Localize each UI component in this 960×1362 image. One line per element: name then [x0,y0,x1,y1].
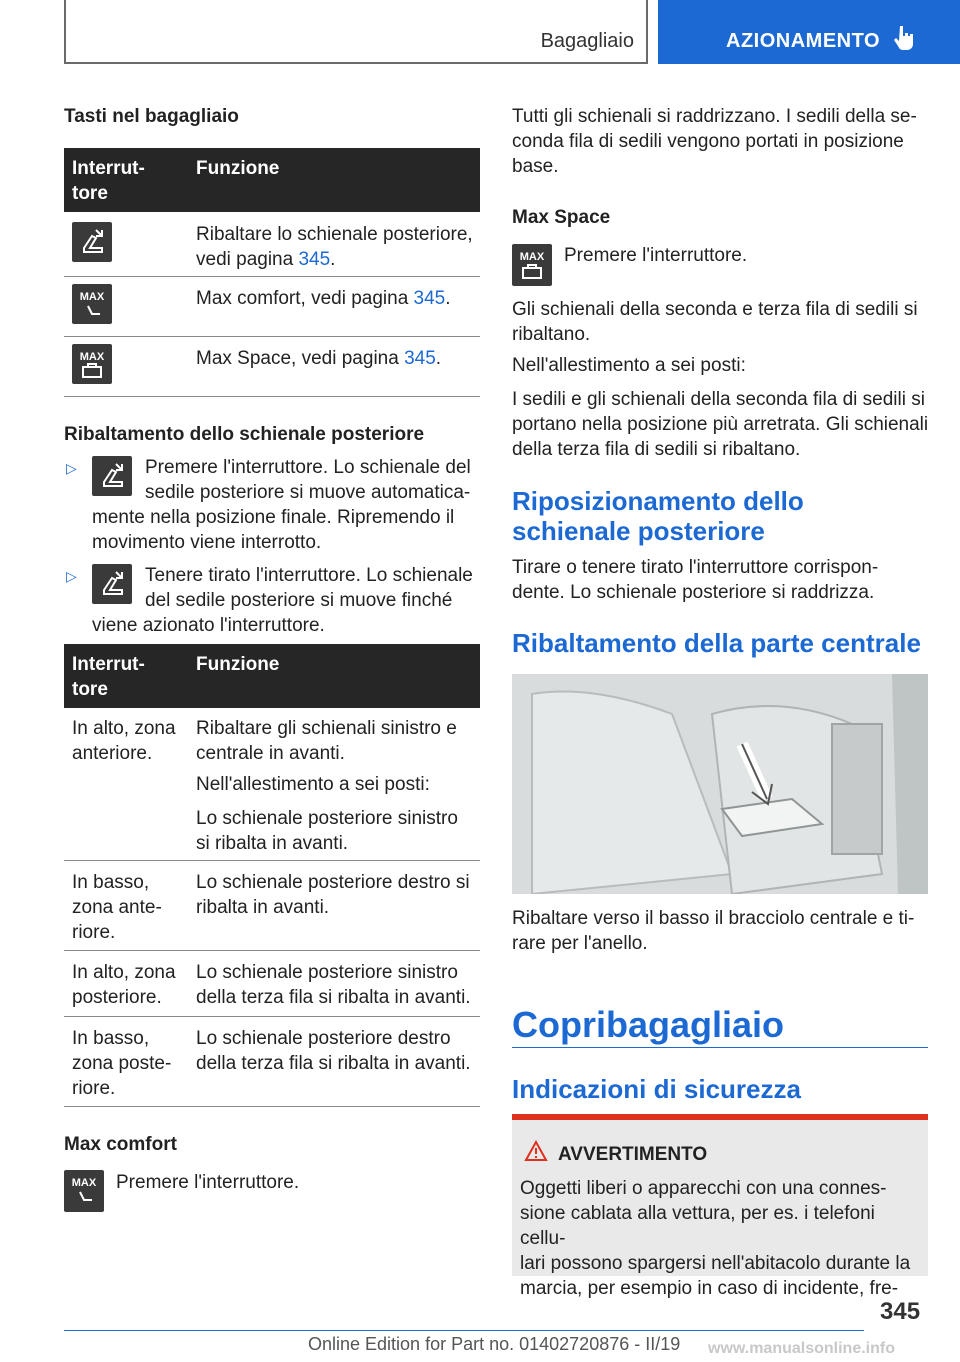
max-space-icon [72,344,112,384]
bullet1-line3: mente nella posizione finale. Ripremendo il [92,507,455,528]
table2-header [64,644,480,708]
table1-col1: Interrut- tore [72,158,145,204]
svg-text:MAX: MAX [79,291,105,303]
table-row [64,1016,480,1107]
hand-pointer-icon [894,24,916,55]
table1-row2-text: Max comfort, vedi pagina 345. [196,288,451,309]
page-link[interactable]: 345 [404,348,436,369]
reset-text: Tirare o tenere tirato l'interruttore corrispon- dente. Lo schienale posteriore si raddrizza. [512,557,879,603]
header-chapter [658,0,960,64]
heading-safety: Indicazioni di sicurezza [512,1074,801,1104]
seat-fold-icon [92,564,132,604]
table2-row2-c1: In basso, zona ante- riore. [72,872,162,943]
table1-title: Tasti nel bagagliaio [64,106,239,127]
heading-cover: Copribagagliaio [512,1004,785,1045]
footer-rule [64,1330,864,1331]
table2-row2-c2: Lo schienale posteriore destro si ribalta in avanti. [196,872,470,918]
table1-row1-text: Ribaltare lo schienale posteriore, vedi pagina 345. [196,224,473,270]
table-row [64,336,480,397]
table1-row3-text: Max Space, vedi pagina 345. [196,348,442,369]
bullet1-line2: sedile posteriore si muove automatica- [145,482,471,503]
table1-header [64,148,480,212]
seat-fold-icon [72,222,112,262]
right-para3: I sedili e gli schienali della seconda fila di sedili si portano nella posizione più arretrata. Gli schienali della terza fila di sedili si ribaltano. [512,389,929,460]
section-fold-title: Ribaltamento dello schienale posteriore [64,424,425,445]
seat-fold-icon [92,456,132,496]
table2-row1-c2b: Nell'allestimento a sei posti: [196,774,430,795]
maxspace-text: Premere l'interruttore. [564,245,748,266]
maxspace-title: Max Space [512,207,611,228]
max-space-icon [512,244,552,286]
heading-center: Ribaltamento della parte centrale [512,628,921,658]
table2-row1-c2c: Lo schienale posteriore sinistro si ribalta in avanti. [196,808,458,854]
page-number: 345 [880,1298,921,1325]
bullet1-line4: movimento viene interrotto. [92,532,322,553]
table2-row1-c2: Ribaltare gli schienali sinistro e centrale in avanti. [196,718,457,764]
maxcomfort-text: Premere l'interruttore. [116,1172,300,1193]
bullet-marker: ▷ [66,568,77,584]
warning-text: Oggetti liberi o apparecchi con una connes- sione cablata alla vettura, per es. i telefoni cellu- lari possono spargersi nell'abitacolo durante la marcia, per esempio in caso di incidente, fre- [520,1178,911,1299]
armrest-photo [512,674,928,894]
heading-reset: Riposizionamento dello schienale posteriore [512,486,804,546]
page-link[interactable]: 345 [298,249,331,270]
table-row [64,276,480,337]
right-para2: Nell'allestimento a sei posti: [512,355,746,376]
table2-col1: Interrut- tore [72,654,145,700]
table1-col2: Funzione [196,158,280,179]
table2-row3-c2: Lo schienale posteriore sinistro della terza fila si ribalta in avanti. [196,962,471,1008]
max-comfort-icon [72,284,112,324]
footer-watermark: www.manualsonline.info [708,1340,895,1357]
svg-text:MAX: MAX [519,251,545,263]
photo-caption: Ribaltare verso il basso il bracciolo centrale e ti- rare per l'anello. [512,908,915,954]
table2-row1-c1: In alto, zona anteriore. [72,718,176,764]
svg-text:MAX: MAX [71,1177,97,1189]
bullet2-line1: Tenere tirato l'interruttore. Lo schienale [145,565,473,586]
table-row [64,708,480,861]
right-intro: Tutti gli schienali si raddrizzano. I sedili della se- conda fila di sedili vengono portati in posizione base. [512,106,917,177]
maxcomfort-title: Max comfort [64,1134,177,1155]
chapter-title: AZIONAMENTO [726,30,881,52]
bullet2-line3: viene azionato l'interruttore. [92,615,325,636]
table2-row4-c2: Lo schienale posteriore destro della terza fila si ribalta in avanti. [196,1028,471,1074]
table2-col2: Funzione [196,654,280,675]
table-row [64,212,480,277]
table2-row3-c1: In alto, zona posteriore. [72,962,176,1008]
footer-edition: Online Edition for Part no. 01402720876 - II/19 [308,1334,681,1354]
table-row [64,860,480,951]
header-section [64,0,648,64]
table-row [64,950,480,1017]
max-comfort-icon [64,1170,104,1212]
section-title: Bagagliaio [540,30,634,52]
right-para1: Gli schienali della seconda e terza fila di sedili si ribaltano. [512,299,918,345]
heading-rule [512,1047,928,1048]
bullet1-line1: Premere l'interruttore. Lo schienale del [145,457,471,478]
page-link[interactable]: 345 [413,288,446,309]
svg-text:MAX: MAX [79,351,105,363]
warning-title: AVVERTIMENTO [558,1144,708,1165]
bullet-marker: ▷ [66,460,77,476]
warning-box [512,1120,928,1299]
table2-row4-c1: In basso, zona poste- riore. [72,1028,172,1099]
bullet2-line2: del sedile posteriore si muove finché [145,590,453,611]
warning-triangle-icon [524,1140,548,1167]
